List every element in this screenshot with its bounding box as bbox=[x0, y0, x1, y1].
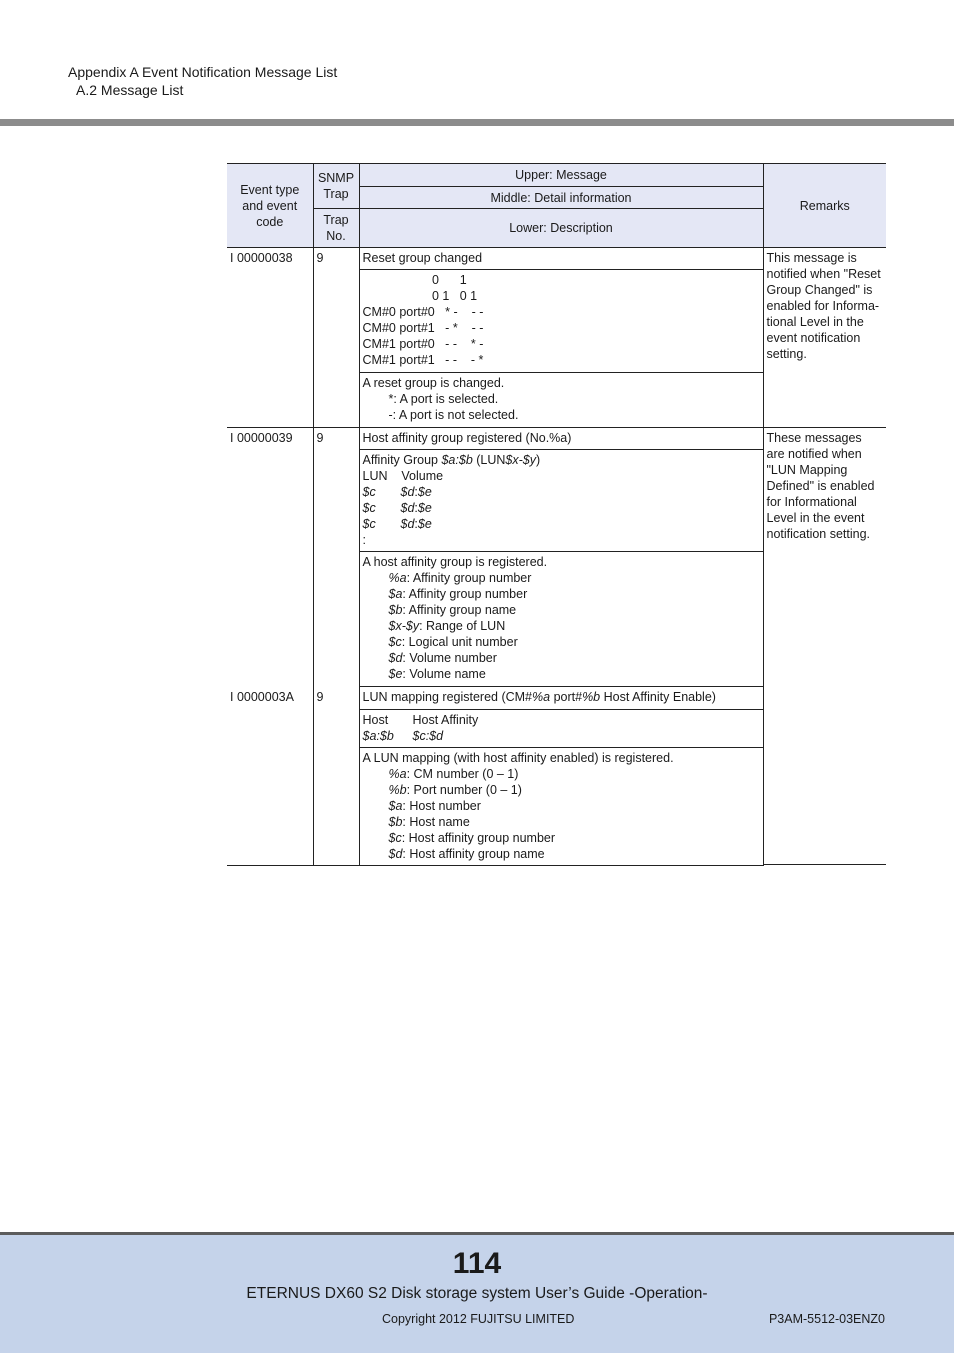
description-var: $e bbox=[388, 667, 403, 681]
description-item bbox=[363, 830, 760, 846]
detail-var: $d bbox=[400, 517, 415, 531]
detail-var: $e bbox=[417, 517, 432, 531]
detail-line bbox=[363, 728, 760, 744]
description-item bbox=[363, 618, 760, 634]
message-text: Host Affinity Enable) bbox=[600, 690, 716, 704]
description-text: : Affinity group name bbox=[402, 603, 517, 617]
description-cell bbox=[359, 748, 763, 866]
detail-line: CM#1 port#1 - - - * bbox=[362, 353, 484, 367]
description-var: %b bbox=[388, 783, 407, 797]
description-var: %a bbox=[388, 767, 407, 781]
description-item bbox=[363, 814, 760, 830]
description-item: *: A port is selected. bbox=[388, 392, 499, 406]
page-footer bbox=[0, 1232, 954, 1353]
description-text: : Host affinity group number bbox=[401, 831, 556, 845]
detail-text: Affinity Group bbox=[362, 453, 442, 467]
event-code: I 00000038 bbox=[227, 248, 313, 428]
description-text: : Volume number bbox=[402, 651, 497, 665]
description-item: -: A port is not selected. bbox=[388, 408, 519, 422]
detail-line: $c $d:$e bbox=[362, 517, 432, 531]
description-text: : Affinity group number bbox=[402, 587, 528, 601]
description-var: $d bbox=[388, 651, 403, 665]
description-text: : Logical unit number bbox=[401, 635, 518, 649]
detail-line: $c $d:$e bbox=[362, 501, 432, 515]
trap-no: 9 bbox=[313, 687, 359, 866]
document-title: ETERNUS DX60 S2 Disk storage system User’s Guide -Operation- bbox=[246, 1285, 708, 1302]
detail-line: $c $d:$e bbox=[362, 485, 432, 499]
description-var: $x-$y bbox=[388, 619, 420, 633]
detail-text: ) bbox=[536, 453, 541, 467]
col-header-event-type: Event type and event code bbox=[227, 164, 313, 248]
description-item bbox=[363, 846, 760, 862]
detail-var: $d bbox=[400, 485, 415, 499]
detail-line: CM#0 port#1 - * - - bbox=[362, 321, 484, 335]
detail-ellipsis: : bbox=[362, 533, 366, 547]
detail-var: $c:$d bbox=[412, 729, 444, 743]
message-text: port# bbox=[550, 690, 583, 704]
description-var: $c bbox=[388, 831, 402, 845]
col-header-middle: Middle: Detail information bbox=[359, 187, 763, 209]
detail-var: $c bbox=[362, 485, 376, 499]
page-number: 114 bbox=[452, 1247, 502, 1280]
description-item bbox=[363, 586, 760, 602]
detail-text: (LUN bbox=[472, 453, 506, 467]
detail-cell bbox=[359, 270, 763, 373]
description-text: : Host affinity group name bbox=[402, 847, 545, 861]
description-var: $d bbox=[388, 847, 403, 861]
description-item bbox=[363, 798, 760, 814]
message-var: %b bbox=[582, 690, 601, 704]
description-var: $b bbox=[388, 815, 403, 829]
breadcrumb-appendix: Appendix A Event Notification Message List bbox=[68, 64, 338, 80]
remarks-cell: These messages are notified when "LUN Mapping Defined" is enabled for Informational Level in the event notification setting. bbox=[763, 428, 886, 866]
detail-var: $c bbox=[362, 501, 376, 515]
description-text: : Host name bbox=[402, 815, 470, 829]
message-table bbox=[227, 163, 886, 866]
description-item bbox=[363, 766, 760, 782]
detail-var: $a:$b bbox=[362, 729, 394, 743]
message-cell: Reset group changed bbox=[359, 248, 763, 270]
detail-line: 0 1 bbox=[362, 273, 467, 287]
detail-line: CM#0 port#0 * - - - bbox=[362, 305, 484, 319]
detail-header: LUN Volume bbox=[362, 469, 444, 483]
detail-var: $x-$y bbox=[505, 453, 536, 467]
detail-cell bbox=[359, 710, 763, 748]
detail-line: CM#1 port#0 - - * - bbox=[362, 337, 484, 351]
description-text: : Range of LUN bbox=[419, 619, 506, 633]
description-cell bbox=[359, 552, 763, 687]
trap-no: 9 bbox=[313, 428, 359, 687]
description-var: $c bbox=[388, 635, 402, 649]
description-item bbox=[363, 666, 760, 682]
description-text: : Volume name bbox=[402, 667, 486, 681]
copyright: Copyright 2012 FUJITSU LIMITED bbox=[382, 1312, 575, 1326]
remarks-cell: This message is notified when "Reset Group Changed" is enabled for Informa-tional Level in the event notification setting. bbox=[766, 251, 881, 361]
breadcrumb-section: A.2 Message List bbox=[76, 82, 184, 98]
event-code: I 0000003A bbox=[227, 687, 313, 866]
detail-var: $c bbox=[362, 517, 376, 531]
detail-var: $d bbox=[400, 501, 415, 515]
description-main: A reset group is changed. bbox=[362, 376, 505, 390]
description-main: A LUN mapping (with host affinity enabled) is registered. bbox=[362, 751, 674, 765]
description-text: : CM number (0 – 1) bbox=[406, 767, 519, 781]
detail-header: Host Host Affinity bbox=[362, 713, 479, 727]
description-var: $a bbox=[388, 799, 403, 813]
col-header-lower: Lower: Description bbox=[359, 209, 763, 248]
description-item bbox=[363, 650, 760, 666]
description-text: : Affinity group number bbox=[406, 571, 532, 585]
description-var: $a bbox=[388, 587, 403, 601]
trap-no: 9 bbox=[313, 248, 359, 428]
detail-cell bbox=[359, 450, 763, 552]
message-var: %a bbox=[532, 690, 551, 704]
description-cell bbox=[359, 373, 763, 428]
description-item bbox=[363, 570, 760, 586]
col-header-remarks: Remarks bbox=[763, 164, 886, 248]
detail-var: $a:$b bbox=[441, 453, 473, 467]
col-header-trap-no: Trap No. bbox=[313, 209, 359, 248]
description-var: $b bbox=[388, 603, 403, 617]
description-var: %a bbox=[388, 571, 407, 585]
detail-var: $e bbox=[417, 501, 432, 515]
message-cell bbox=[359, 687, 763, 710]
description-item bbox=[363, 602, 760, 618]
description-item bbox=[363, 634, 760, 650]
message-cell: Host affinity group registered (No.%a) bbox=[359, 428, 763, 450]
description-text: : Port number (0 – 1) bbox=[406, 783, 522, 797]
event-code: I 00000039 bbox=[227, 428, 313, 687]
message-text: LUN mapping registered (CM# bbox=[362, 690, 533, 704]
description-item bbox=[363, 782, 760, 798]
table-bottom-rule bbox=[763, 864, 886, 865]
col-header-upper: Upper: Message bbox=[359, 164, 763, 187]
document-code: P3AM-5512-03ENZ0 bbox=[768, 1312, 885, 1326]
description-main: A host affinity group is registered. bbox=[362, 555, 548, 569]
col-header-snmp-trap: SNMP Trap bbox=[313, 164, 359, 209]
detail-var: $e bbox=[417, 485, 432, 499]
description-text: : Host number bbox=[402, 799, 481, 813]
detail-line: 0 1 0 1 bbox=[362, 289, 478, 303]
header-divider bbox=[0, 119, 954, 126]
detail-line bbox=[363, 452, 760, 468]
